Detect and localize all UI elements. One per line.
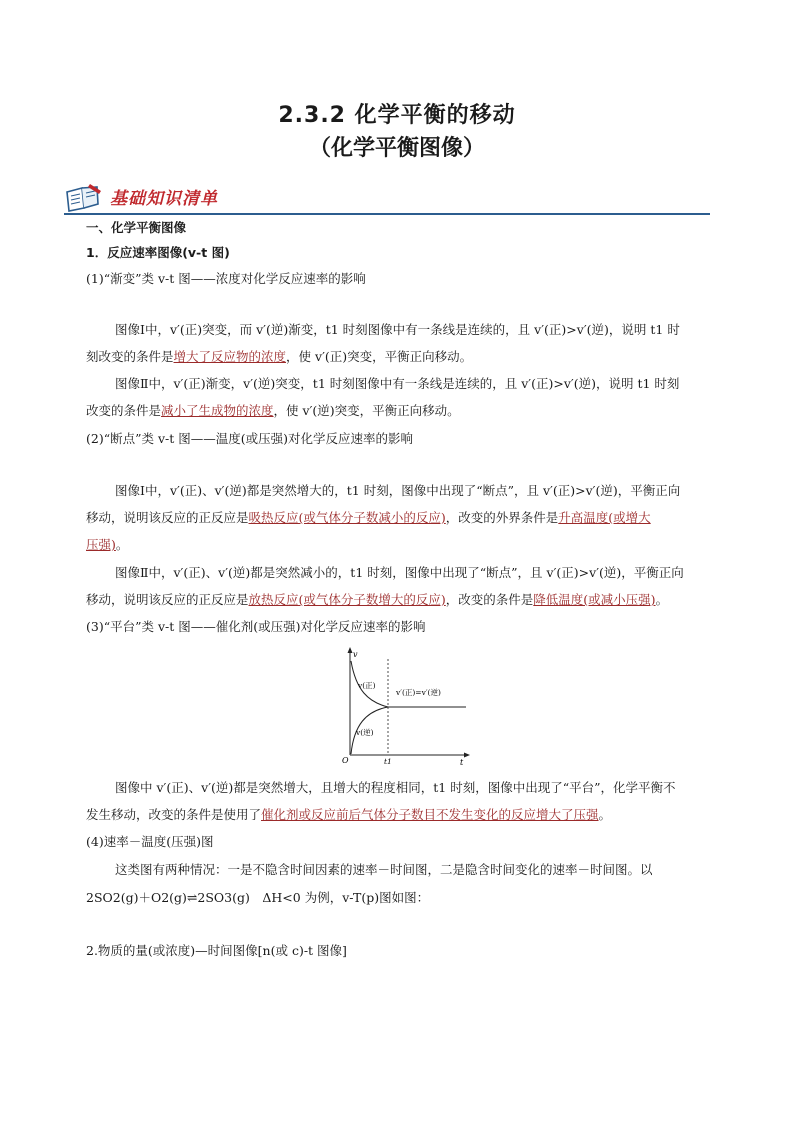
reverse-rate-label: v(逆): [356, 728, 374, 737]
answer-highlight: 压强): [86, 537, 116, 552]
text-line: 图像Ⅰ中，v′(正)突变，而 v′(逆)渐变，t1 时刻图像中有一条线是连续的，且 v′(正)>v′(逆)，说明 t1 时: [115, 322, 680, 337]
book-pen-icon: [64, 182, 104, 214]
text-line: 压强)。: [86, 537, 129, 552]
subsection-heading: 2.物质的量(或浓度)—时间图像[n(或 c)-t 图像]: [86, 943, 347, 958]
text-line: 移动，说明该反应的正反应是吸热反应(或气体分子数减小的反应)，改变的外界条件是升高温度(或增大: [86, 510, 651, 525]
answer-highlight: 增大了反应物的浓度: [173, 349, 287, 364]
text-line: 图像Ⅰ中，v′(正)、v′(逆)都是突然增大的，t1 时刻，图像中出现了“断点”，且 v′(正)>v′(逆)，平衡正向: [115, 483, 681, 498]
text-line: 发生移动，改变的条件是使用了催化剂或反应前后气体分子数目不发生变化的反应增大了压强。: [86, 807, 612, 822]
text-line: 图像Ⅱ中，v′(正)渐变，v′(逆)突变，t1 时刻图像中有一条线是连续的，且 v′(正)>v′(逆)，说明 t1 时刻: [115, 376, 680, 391]
paragraph-heading: (1)“渐变”类 v-t 图——浓度对化学反应速率的影响: [86, 271, 366, 286]
subsection-heading: 1．反应速率图像(v-t 图): [86, 245, 230, 260]
paragraph-heading: (3)“平台”类 v-t 图——催化剂(或压强)对化学反应速率的影响: [86, 619, 426, 634]
page-title: 2.3.2 化学平衡的移动: [278, 103, 516, 128]
text-line: 改变的条件是减小了生成物的浓度，使 v′(逆)突变，平衡正向移动。: [86, 403, 460, 418]
y-axis-label: v: [353, 650, 358, 659]
x-axis-arrow: [464, 753, 470, 758]
t1-label: t1: [384, 757, 392, 765]
equal-rate-label: v′(正)=v′(逆): [396, 688, 441, 697]
text-line: 刻改变的条件是增大了反应物的浓度，使 v′(正)突变，平衡正向移动。: [86, 349, 473, 364]
paragraph-heading: (4)速率－温度(压强)图: [86, 834, 214, 849]
forward-rate-label: v(正): [358, 681, 376, 690]
equation-line: 2SO2(g)＋O2(g)⇌2SO3(g) ΔH<0 为例，v-T(p)图如图：: [86, 890, 430, 905]
page-subtitle: （化学平衡图像）: [308, 136, 485, 161]
banner-divider: [64, 213, 710, 215]
answer-highlight: 降低温度(或减小压强): [533, 592, 656, 607]
vt-chart: [336, 645, 476, 765]
banner-label: 基础知识清单: [110, 189, 218, 209]
paragraph-heading: (2)“断点”类 v-t 图——温度(或压强)对化学反应速率的影响: [86, 431, 413, 446]
answer-highlight: 减小了生成物的浓度: [161, 403, 274, 418]
x-axis-label: t: [460, 758, 464, 765]
text-line: 图像Ⅱ中，v′(正)、v′(逆)都是突然减小的，t1 时刻，图像中出现了“断点”，且 v′(正)>v′(逆)，平衡正向: [115, 565, 684, 580]
origin-label: O: [342, 756, 349, 765]
text-line: 图像中 v′(正)、v′(逆)都是突然增大，且增大的程度相同，t1 时刻，图像中出现了“平台”，化学平衡不: [115, 780, 676, 795]
answer-highlight: 升高温度(或增大: [558, 510, 651, 525]
answer-highlight: 吸热反应(或气体分子数减小的反应): [248, 510, 446, 525]
answer-highlight: 放热反应(或气体分子数增大的反应): [248, 592, 446, 607]
y-axis-arrow: [348, 647, 353, 653]
text-line: 移动，说明该反应的正反应是放热反应(或气体分子数增大的反应)，改变的条件是降低温度(或减小压强)。: [86, 592, 669, 607]
text-line: 这类图有两种情况：一是不隐含时间因素的速率－时间图，二是隐含时间变化的速率－时间图。以: [115, 862, 653, 877]
section-heading: 一、化学平衡图像: [86, 220, 187, 235]
answer-highlight: 催化剂或反应前后气体分子数目不发生变化的反应增大了压强: [261, 807, 599, 822]
section-banner: [64, 180, 710, 216]
